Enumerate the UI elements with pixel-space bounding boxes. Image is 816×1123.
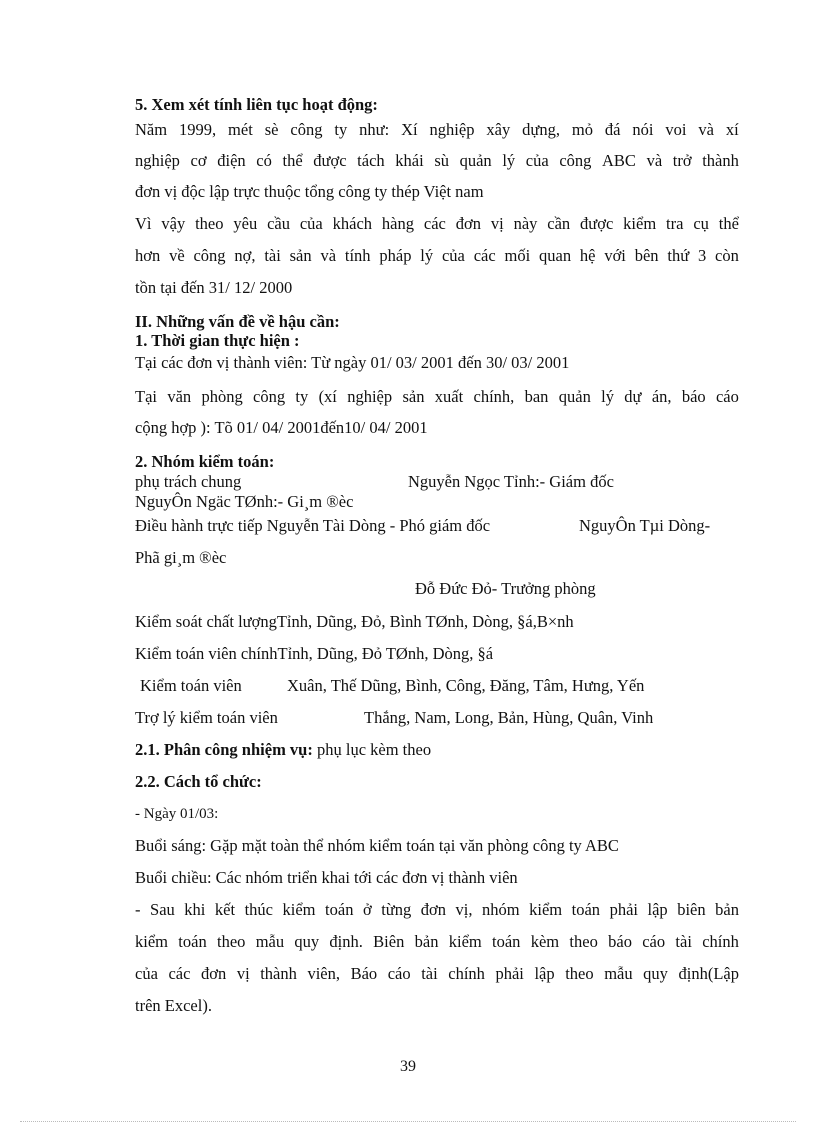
word: của: [441, 246, 465, 265]
paragraph-line: tồn tại đến 31/ 12/ 2000: [135, 278, 293, 297]
word: công: [290, 120, 323, 139]
word: tính: [344, 246, 371, 265]
team-names-assistant: Thắng, Nam, Long, Bản, Hùng, Quân, Vinh: [364, 708, 654, 727]
word: Báo: [350, 964, 378, 983]
team-line: NguyÔn Tµi Dòng-: [579, 516, 711, 535]
word: án,: [651, 387, 672, 406]
word: có: [256, 151, 272, 170]
word: nghiệp: [429, 120, 475, 139]
paragraph-line: [135, 151, 739, 171]
word: Xí: [401, 120, 418, 139]
section-2-1-label: 2.1. Phân công nhiệm vụ:: [135, 740, 313, 759]
word: theo: [216, 932, 246, 951]
word: mỏ: [571, 120, 593, 139]
subsection-2-heading: 2. Nhóm kiểm toán:: [135, 452, 275, 471]
section-2-2-heading: 2.2. Cách tổ chức:: [135, 772, 262, 791]
paragraph-line: cộng hợp ): Tõ 01/ 04/ 2001đến10/ 04/ 2001: [135, 418, 428, 437]
date-line: - Ngày 01/03:: [135, 806, 219, 822]
word: Năm: [135, 120, 168, 139]
word: pháp: [379, 246, 412, 265]
word: sè: [264, 120, 279, 139]
word: công: [193, 246, 226, 265]
word: -: [135, 900, 141, 919]
word: tài: [675, 932, 692, 951]
word: thành: [702, 151, 739, 170]
paragraph-line: Buổi sáng: Gặp mặt toàn thể nhóm kiểm toán tại văn phòng công ty ABC: [135, 836, 619, 855]
team-line: Phã gi¸m ®èc: [135, 548, 227, 567]
word: voi: [665, 120, 687, 139]
word: lý: [601, 387, 614, 406]
word: công: [559, 151, 592, 170]
word: ty: [295, 387, 309, 406]
word: kiểm: [282, 900, 316, 919]
word: cáo: [387, 964, 411, 983]
word: đơn: [455, 214, 481, 233]
word: từng: [381, 900, 412, 919]
word: quản: [459, 151, 492, 170]
word: hơn: [135, 246, 161, 265]
word: Tại: [135, 387, 157, 406]
word: công: [253, 387, 286, 406]
paragraph-line: [135, 932, 739, 952]
word: (xí: [318, 387, 337, 406]
section-2-1-text: phụ lục kèm theo: [312, 740, 432, 759]
word: trở: [672, 151, 692, 170]
paragraph-line: Buổi chiều: Các nhóm triển khai tới các đơn vị thành viên: [135, 868, 518, 887]
paragraph-line: [135, 964, 739, 984]
word: nhóm: [482, 900, 520, 919]
word: khi: [184, 900, 206, 919]
team-line: Kiểm toán viên chínhTỉnh, Dũng, Đỏ TØnh, Dòng, §á: [135, 644, 494, 663]
word: vị: [236, 964, 250, 983]
word: cầu: [267, 214, 290, 233]
word: biên: [677, 900, 706, 919]
word: được: [313, 151, 347, 170]
paragraph-line: đơn vị độc lập trực thuộc tổng công ty thép Việt nam: [135, 182, 484, 201]
word: kết: [214, 900, 236, 919]
word: phải: [609, 900, 638, 919]
word: xây: [486, 120, 511, 139]
team-line: Điều hành trực tiếp Nguyễn Tài Dòng - Phó giám đốc: [135, 516, 491, 535]
word: cáo: [715, 387, 739, 406]
word: xí: [725, 120, 739, 139]
team-role-general: phụ trách chung: [135, 472, 242, 491]
footer-divider: [20, 1121, 796, 1122]
word: tài: [421, 964, 438, 983]
word: chính: [448, 964, 485, 983]
word: khái: [395, 151, 424, 170]
word: kiểm: [529, 900, 563, 919]
word: phòng: [201, 387, 243, 406]
word: quy: [643, 964, 668, 983]
word: nghiệp: [347, 387, 393, 406]
word: hàng: [381, 214, 414, 233]
word: vị: [490, 214, 504, 233]
word: cơ: [190, 151, 207, 170]
word: sản: [289, 246, 312, 265]
word: ở: [362, 900, 372, 919]
word: này: [513, 214, 538, 233]
page-number: 39: [400, 1058, 416, 1075]
word: ban: [524, 387, 549, 406]
word: cáo: [642, 932, 666, 951]
section-ii-heading: II. Những vấn đề về hậu cần:: [135, 312, 340, 331]
word: mối: [504, 246, 531, 265]
paragraph-line: [135, 120, 739, 140]
paragraph-line: trên Excel).: [135, 996, 212, 1015]
word: thành: [260, 964, 297, 983]
word: lý: [502, 151, 516, 170]
word: phải: [495, 964, 524, 983]
word: của: [299, 214, 323, 233]
word: kiểm: [623, 214, 657, 233]
word: xuất: [434, 387, 464, 406]
word: chính: [702, 932, 739, 951]
word: dự: [624, 387, 642, 406]
word: thứ: [667, 246, 690, 265]
word: Sau: [150, 900, 175, 919]
word: 3: [697, 246, 707, 265]
word: theo: [195, 214, 224, 233]
word: và: [646, 151, 663, 170]
paragraph-line: Tại các đơn vị thành viên: Từ ngày 01/ 03/ 2001 đến 30/ 03/ 2001: [135, 353, 570, 372]
team-member-director: Nguyễn Ngọc Tỉnh:- Giám đốc: [408, 472, 614, 491]
word: toán: [571, 900, 601, 919]
team-names-auditor: Xuân, Thế Dũng, Bình, Công, Đăng, Tâm, Hưng, Yến: [287, 676, 645, 695]
word: bên: [634, 246, 659, 265]
word: các: [473, 246, 496, 265]
paragraph-line: [135, 214, 739, 234]
word: lý: [420, 246, 434, 265]
word: như:: [359, 120, 390, 139]
word: sản: [402, 387, 425, 406]
word: ty: [334, 120, 348, 139]
word: toán: [178, 932, 207, 951]
word: báo: [681, 387, 706, 406]
word: điện: [217, 151, 246, 170]
word: cần: [547, 214, 571, 233]
word: kiểm: [135, 932, 168, 951]
word: đơn: [420, 900, 446, 919]
word: theo: [565, 964, 594, 983]
word: định.: [329, 932, 363, 951]
word: chính,: [473, 387, 515, 406]
word: theo: [569, 932, 598, 951]
team-role-auditor: Kiểm toán viên: [140, 676, 242, 695]
team-line: NguyÔn Ngäc TØnh:- Gi¸m ®èc: [135, 492, 354, 511]
word: dựng,: [522, 120, 560, 139]
word: của: [525, 151, 549, 170]
word: 1999,: [179, 120, 217, 139]
section-2-1: [135, 740, 431, 760]
word: quan: [539, 246, 572, 265]
word: vậy: [161, 214, 186, 233]
word: toán: [492, 932, 521, 951]
word: Biên: [373, 932, 405, 951]
word: thúc: [244, 900, 273, 919]
word: tra: [666, 214, 684, 233]
word: quản: [558, 387, 591, 406]
word: nợ,: [234, 246, 256, 265]
subsection-1-heading: 1. Thời gian thực hiện :: [135, 331, 300, 350]
paragraph-line: [135, 900, 739, 920]
word: nghiệp: [135, 151, 180, 170]
word: kèm: [530, 932, 560, 951]
word: về: [169, 246, 185, 265]
word: cụ: [693, 214, 709, 233]
word: được: [580, 214, 614, 233]
word: toán: [325, 900, 354, 919]
word: yêu: [233, 214, 258, 233]
paragraph-line: [135, 387, 739, 407]
word: đơn: [201, 964, 227, 983]
word: và: [320, 246, 337, 265]
word: ABC: [602, 151, 636, 170]
word: còn: [715, 246, 739, 265]
word: của: [135, 964, 158, 983]
word: tài: [264, 246, 281, 265]
word: mẫu: [255, 932, 285, 951]
word: nói: [632, 120, 654, 139]
word: sù: [434, 151, 449, 170]
word: Vì: [135, 214, 152, 233]
word: kiểm: [448, 932, 482, 951]
word: lập: [647, 900, 668, 919]
word: thể: [282, 151, 303, 170]
word: định(Lập: [678, 964, 739, 983]
word: tách: [357, 151, 385, 170]
word: bản: [414, 932, 439, 951]
paragraph-line: [135, 246, 739, 266]
word: thể: [718, 214, 739, 233]
word: hệ: [579, 246, 596, 265]
word: các: [423, 214, 446, 233]
word: lập: [534, 964, 555, 983]
word: quy: [294, 932, 320, 951]
section-5-heading: 5. Xem xét tính liên tục hoạt động:: [135, 95, 378, 114]
word: khách: [332, 214, 373, 233]
word: vị,: [455, 900, 473, 919]
word: văn: [167, 387, 192, 406]
word: viên,: [307, 964, 340, 983]
team-member-head: Đỗ Đức Đỏ- Trưởng phòng: [415, 579, 596, 598]
team-role-assistant: Trợ lý kiểm toán viên: [135, 708, 278, 727]
word: mét: [228, 120, 253, 139]
word: với: [604, 246, 626, 265]
word: đá: [604, 120, 621, 139]
word: báo: [608, 932, 632, 951]
team-line: Kiểm soát chất lượngTỉnh, Dũng, Đỏ, Bình TØnh, Dòng, §á,B×nh: [135, 612, 574, 631]
word: bản: [715, 900, 739, 919]
word: mẫu: [604, 964, 633, 983]
word: và: [698, 120, 714, 139]
word: các: [168, 964, 191, 983]
